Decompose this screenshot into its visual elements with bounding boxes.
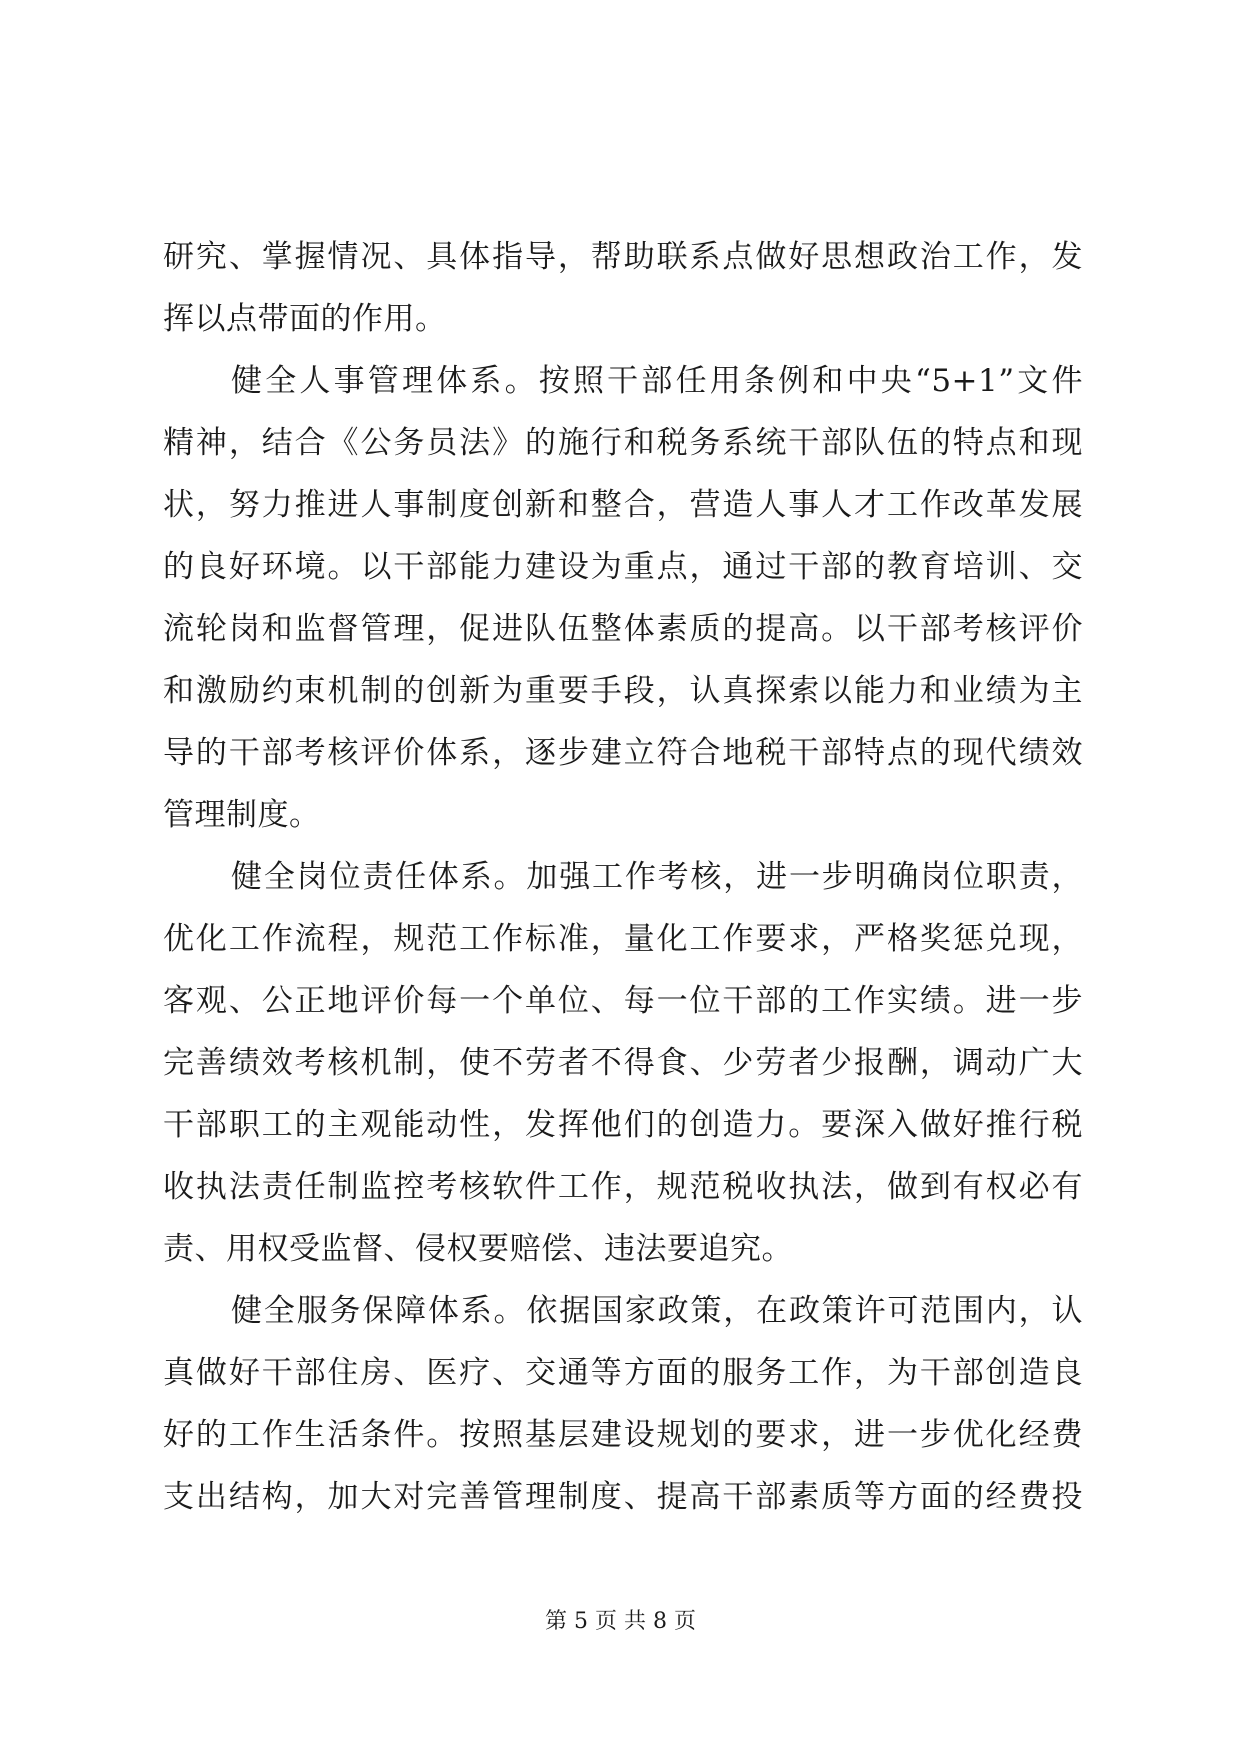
text-line: 健全人事管理体系。按照干部任用条例和中央“5+1”文件 bbox=[231, 363, 1083, 399]
text-line: 研究、掌握情况、具体指导，帮助联系点做好思想政治工作，发 bbox=[163, 239, 1083, 275]
text-line: 健全服务保障体系。依据国家政策，在政策许可范围内，认 bbox=[231, 1293, 1083, 1329]
text-line: 精神，结合《公务员法》的施行和税务系统干部队伍的特点和现 bbox=[163, 425, 1083, 461]
text-line: 责、用权受监督、侵权要赔偿、违法要追究。 bbox=[163, 1231, 793, 1267]
text-line: 收执法责任制监控考核软件工作，规范税收执法，做到有权必有 bbox=[163, 1169, 1083, 1205]
text-line: 和激励约束机制的创新为重要手段，认真探索以能力和业绩为主 bbox=[163, 673, 1083, 709]
text-line: 导的干部考核评价体系，逐步建立符合地税干部特点的现代绩效 bbox=[163, 735, 1083, 771]
page-number-footer: 第 5 页 共 8 页 bbox=[545, 1609, 696, 1634]
text-line: 的良好环境。以干部能力建设为重点，通过干部的教育培训、交 bbox=[163, 549, 1083, 585]
text-line: 支出结构，加大对完善管理制度、提高干部素质等方面的经费投 bbox=[163, 1479, 1083, 1515]
text-line: 状，努力推进人事制度创新和整合，营造人事人才工作改革发展 bbox=[163, 487, 1083, 523]
text-line: 干部职工的主观能动性，发挥他们的创造力。要深入做好推行税 bbox=[163, 1107, 1083, 1143]
body-text bbox=[163, 226, 1083, 1528]
text-line: 流轮岗和监督管理，促进队伍整体素质的提高。以干部考核评价 bbox=[163, 611, 1083, 647]
text-line: 好的工作生活条件。按照基层建设规划的要求，进一步优化经费 bbox=[163, 1417, 1083, 1453]
text-line: 健全岗位责任体系。加强工作考核，进一步明确岗位职责， bbox=[231, 859, 1083, 895]
text-line: 真做好干部住房、医疗、交通等方面的服务工作，为干部创造良 bbox=[163, 1355, 1083, 1391]
text-line: 客观、公正地评价每一个单位、每一位干部的工作实绩。进一步 bbox=[163, 983, 1083, 1019]
text-line: 挥以点带面的作用。 bbox=[163, 301, 447, 337]
text-line: 优化工作流程，规范工作标准，量化工作要求，严格奖惩兑现， bbox=[163, 921, 1083, 957]
text-line: 完善绩效考核机制，使不劳者不得食、少劳者少报酬，调动广大 bbox=[163, 1045, 1083, 1081]
text-line: 管理制度。 bbox=[163, 797, 321, 833]
